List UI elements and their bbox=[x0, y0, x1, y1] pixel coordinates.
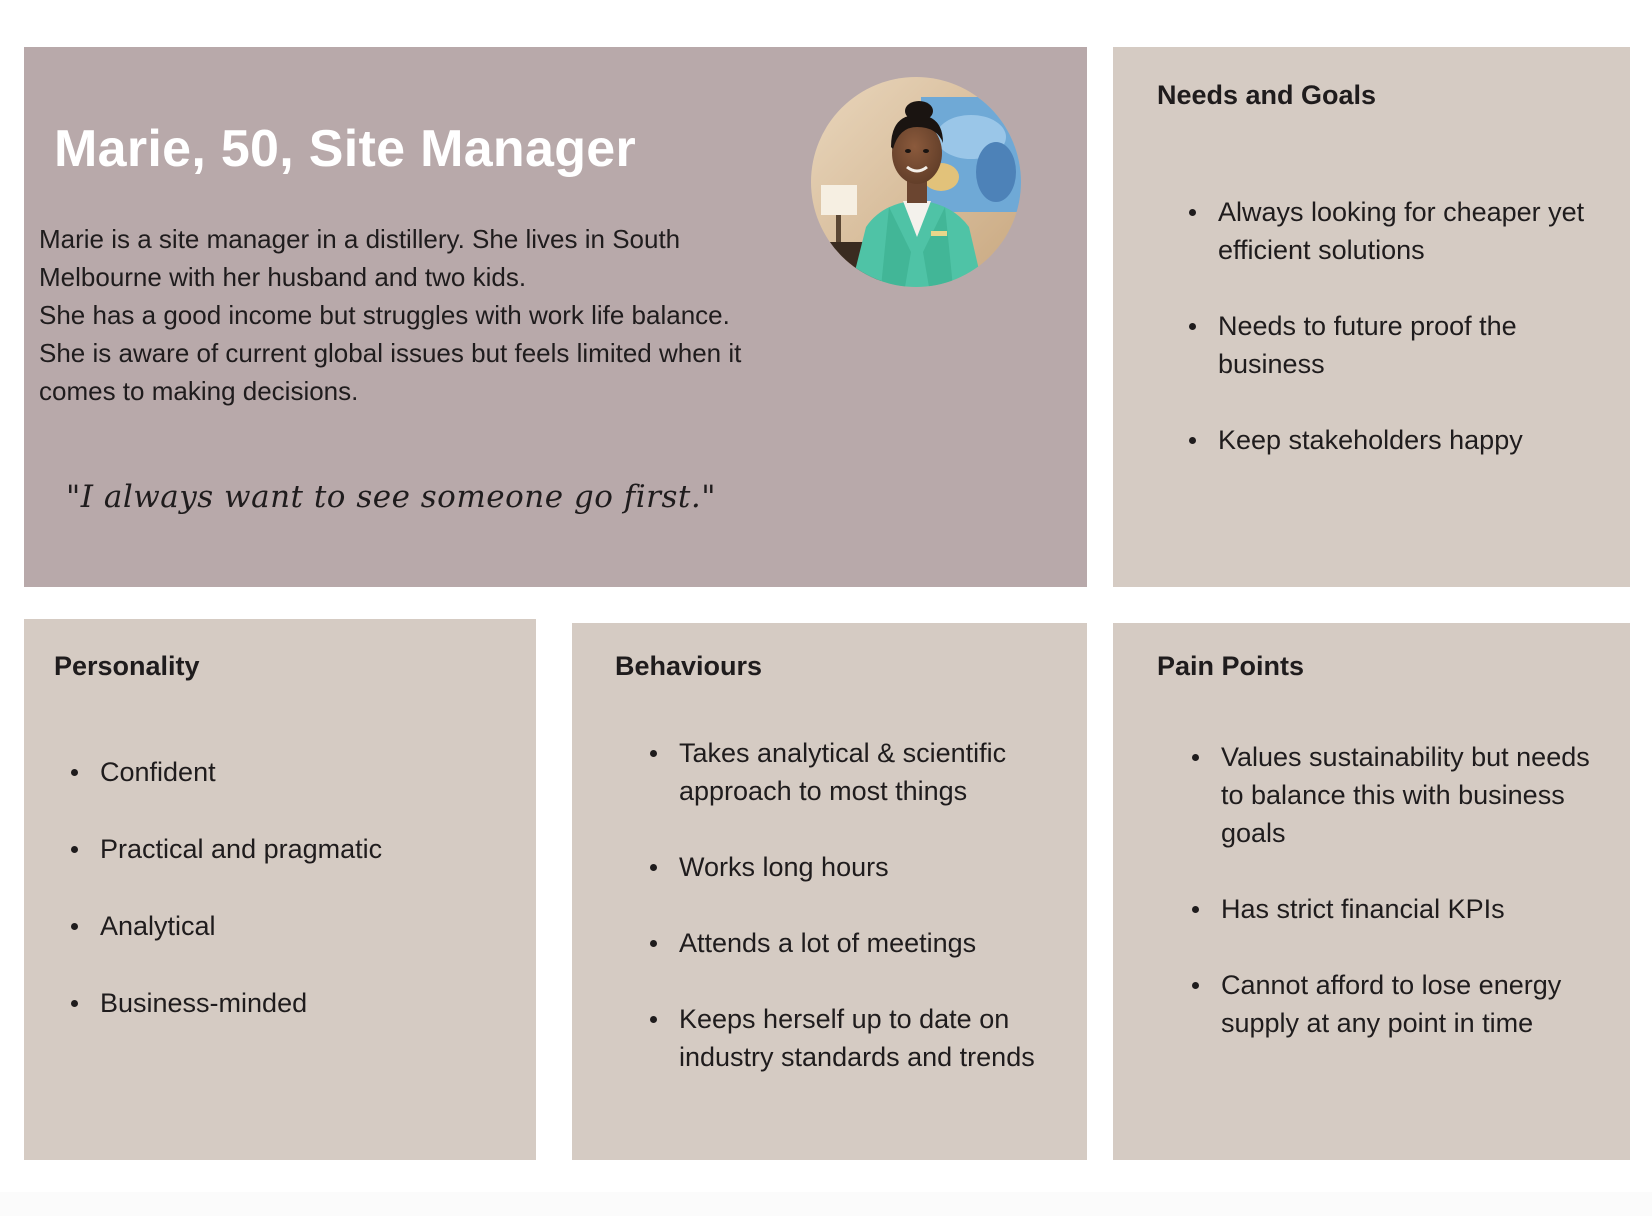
list-item: Always looking for cheaper yet efficient solutions bbox=[1189, 193, 1609, 269]
list-item: Attends a lot of meetings bbox=[650, 924, 1070, 962]
list-item: Practical and pragmatic bbox=[71, 830, 511, 868]
list-item: Works long hours bbox=[650, 848, 1070, 886]
footer-band bbox=[0, 1192, 1652, 1216]
list-item: Cannot afford to lose energy supply at any point in time bbox=[1192, 966, 1612, 1042]
bio-line: comes to making decisions. bbox=[39, 376, 359, 406]
needs-and-goals-list bbox=[1189, 193, 1609, 497]
behaviours-heading: Behaviours bbox=[615, 651, 763, 681]
needs-and-goals-heading: Needs and Goals bbox=[1157, 80, 1377, 110]
needs-and-goals-card bbox=[1113, 47, 1630, 587]
pain-points-list bbox=[1192, 738, 1612, 1080]
profile-card bbox=[24, 47, 1087, 587]
personality-list bbox=[71, 753, 511, 1061]
list-item: Confident bbox=[71, 753, 511, 791]
list-item: Business-minded bbox=[71, 984, 511, 1022]
behaviours-card bbox=[572, 623, 1087, 1160]
avatar bbox=[811, 77, 1021, 287]
list-item: Takes analytical & scientific approach to most things bbox=[650, 734, 1070, 810]
list-item: Keeps herself up to date on industry standards and trends bbox=[650, 1000, 1070, 1076]
bio-line: Marie is a site manager in a distillery. She lives in South bbox=[39, 224, 681, 254]
behaviours-list bbox=[650, 734, 1070, 1114]
bio-line: She has a good income but struggles with work life balance. bbox=[39, 300, 730, 330]
pain-points-heading: Pain Points bbox=[1157, 651, 1305, 681]
person-photo-icon bbox=[811, 77, 1021, 287]
bio-line: Melbourne with her husband and two kids. bbox=[39, 262, 527, 292]
list-item: Has strict financial KPIs bbox=[1192, 890, 1612, 928]
pain-points-card bbox=[1113, 623, 1630, 1160]
persona-title: Marie, 50, Site Manager bbox=[54, 120, 637, 178]
list-item: Needs to future proof the business bbox=[1189, 307, 1609, 383]
bio-line: She is aware of current global issues but feels limited when it bbox=[39, 338, 742, 368]
list-item: Values sustainability but needs to balance this with business goals bbox=[1192, 738, 1612, 852]
list-item: Analytical bbox=[71, 907, 511, 945]
persona-bio bbox=[39, 220, 819, 410]
personality-heading: Personality bbox=[54, 651, 200, 681]
list-item: Keep stakeholders happy bbox=[1189, 421, 1609, 459]
persona-quote: "I always want to see someone go first." bbox=[66, 479, 716, 515]
personality-card bbox=[24, 619, 536, 1160]
